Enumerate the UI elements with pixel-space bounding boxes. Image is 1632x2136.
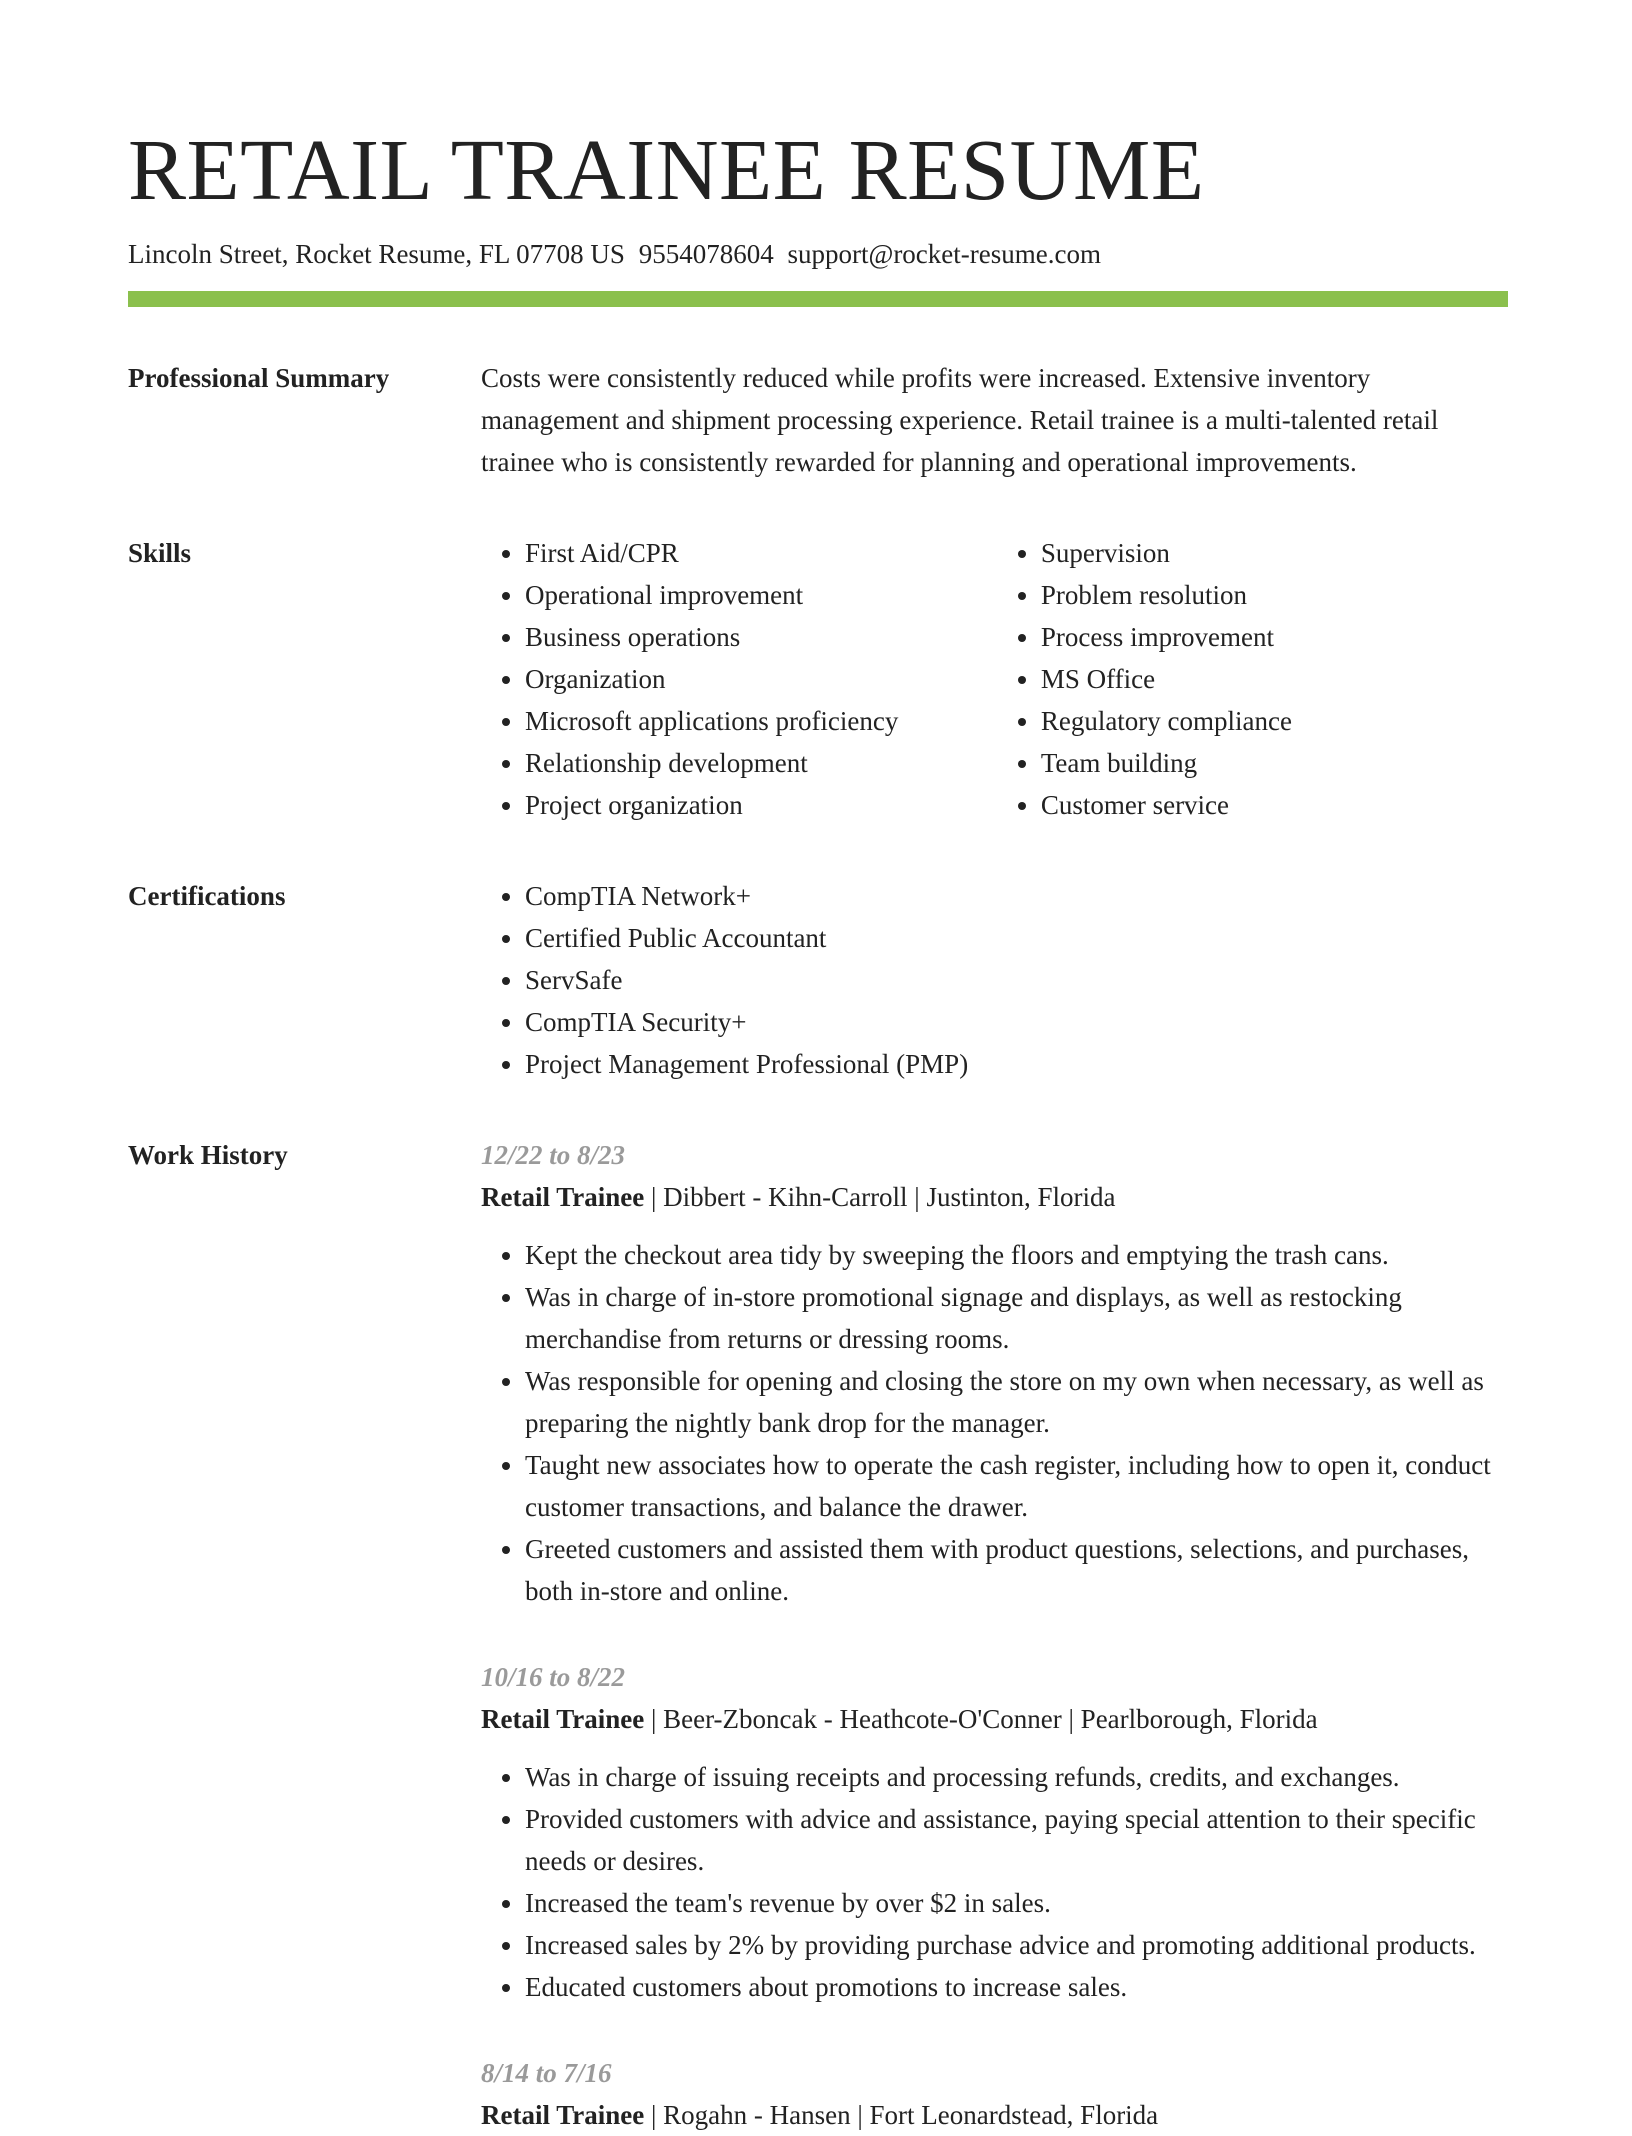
skill-item: • Business operations <box>525 616 997 658</box>
resume-title: RETAIL TRAINEE RESUME <box>128 121 1205 218</box>
skills-column-2 <box>997 532 1508 826</box>
job-bullet: • Greeted customers and assisted them with product questions, selections, and purchases, both in-store and online. <box>525 1528 1508 1612</box>
skills-label: Skills <box>128 538 192 568</box>
resume-page <box>128 0 1508 2136</box>
job-bullets <box>481 1234 1508 1612</box>
certification-item: • ServSafe <box>525 959 1508 1001</box>
certification-item: • CompTIA Security+ <box>525 1001 1508 1043</box>
skill-item: • Operational improvement <box>525 574 997 616</box>
skill-item: • Process improvement <box>1041 616 1508 658</box>
skill-item: • Project organization <box>525 784 997 826</box>
certifications-list <box>481 875 1508 1085</box>
job-title-line <box>481 1176 1508 1218</box>
certifications-body <box>481 875 1508 1085</box>
summary-text: Costs were consistently reduced while profits were increased. Extensive inventory management and shipment processing experience. Retail trainee is a multi-talented retail trainee who is consistently rewarded for planning and operational improvements. <box>481 363 1439 477</box>
job-bullet: • Provided customers with advice and assistance, paying special attention to their specific needs or desires. <box>525 1798 1508 1882</box>
job-entry <box>481 1656 1508 2008</box>
summary-section <box>128 357 1508 483</box>
job-bullet: • Increased the team's revenue by over $2 in sales. <box>525 1882 1508 1924</box>
job-role: Retail Trainee <box>481 1182 645 1212</box>
contact-address: Lincoln Street, Rocket Resume, FL 07708 US <box>128 239 625 269</box>
work-history-body <box>481 1134 1508 2136</box>
skill-item: • Supervision <box>1041 532 1508 574</box>
job-bullet: • Was responsible for opening and closing the store on my own when necessary, as well as preparing the nightly bank drop for the manager. <box>525 1360 1508 1444</box>
job-bullet: • Taught new associates how to operate the cash register, including how to open it, conduct customer transactions, and balance the drawer. <box>525 1444 1508 1528</box>
skill-item: • Organization <box>525 658 997 700</box>
job-details: | Rogahn - Hansen | Fort Leonardstead, Florida <box>644 2100 1159 2130</box>
contact-phone: 9554078604 <box>638 239 774 269</box>
job-title-line <box>481 1698 1508 1740</box>
skill-item: • Microsoft applications proficiency <box>525 700 997 742</box>
job-bullet: • Increased sales by 2% by providing purchase advice and promoting additional products. <box>525 1924 1508 1966</box>
job-date: 8/14 to 7/16 <box>481 2058 612 2088</box>
certification-item: • CompTIA Network+ <box>525 875 1508 917</box>
certification-item: • Certified Public Accountant <box>525 917 1508 959</box>
certification-item: • Project Management Professional (PMP) <box>525 1043 1508 1085</box>
job-bullets <box>481 1756 1508 2008</box>
skill-item: • Team building <box>1041 742 1508 784</box>
skills-body <box>481 532 1508 826</box>
skill-item: • Problem resolution <box>1041 574 1508 616</box>
skill-item: • Regulatory compliance <box>1041 700 1508 742</box>
skill-item: • MS Office <box>1041 658 1508 700</box>
job-date: 10/16 to 8/22 <box>481 1662 626 1692</box>
skills-column-1 <box>481 532 997 826</box>
job-role: Retail Trainee <box>481 1704 645 1734</box>
job-entry <box>481 2052 1508 2136</box>
certifications-label: Certifications <box>128 881 286 911</box>
job-bullet: • Was in charge of issuing receipts and processing refunds, credits, and exchanges. <box>525 1756 1508 1798</box>
work-history-section <box>128 1134 1508 2136</box>
job-details: | Beer-Zboncak - Heathcote-O'Conner | Pearlborough, Florida <box>644 1704 1318 1734</box>
job-title-line <box>481 2094 1508 2136</box>
skill-item: • First Aid/CPR <box>525 532 997 574</box>
job-role: Retail Trainee <box>481 2100 645 2130</box>
skill-item: • Customer service <box>1041 784 1508 826</box>
skills-section <box>128 532 1508 826</box>
job-details: | Dibbert - Kihn-Carroll | Justinton, Florida <box>644 1182 1116 1212</box>
work-history-label: Work History <box>128 1140 288 1170</box>
summary-body <box>481 357 1508 483</box>
skill-item: • Relationship development <box>525 742 997 784</box>
summary-label: Professional Summary <box>128 363 390 393</box>
job-bullet: • Kept the checkout area tidy by sweeping the floors and emptying the trash cans. <box>525 1234 1508 1276</box>
contact-email: support@rocket-resume.com <box>787 239 1101 269</box>
header-divider <box>128 291 1508 307</box>
job-bullet: • Educated customers about promotions to increase sales. <box>525 1966 1508 2008</box>
job-date: 12/22 to 8/23 <box>481 1140 626 1170</box>
job-entry <box>481 1134 1508 1612</box>
certifications-section <box>128 875 1508 1085</box>
contact-line <box>128 236 1508 272</box>
job-bullet: • Was in charge of in-store promotional signage and displays, as well as restocking merchandise from returns or dressing rooms. <box>525 1276 1508 1360</box>
